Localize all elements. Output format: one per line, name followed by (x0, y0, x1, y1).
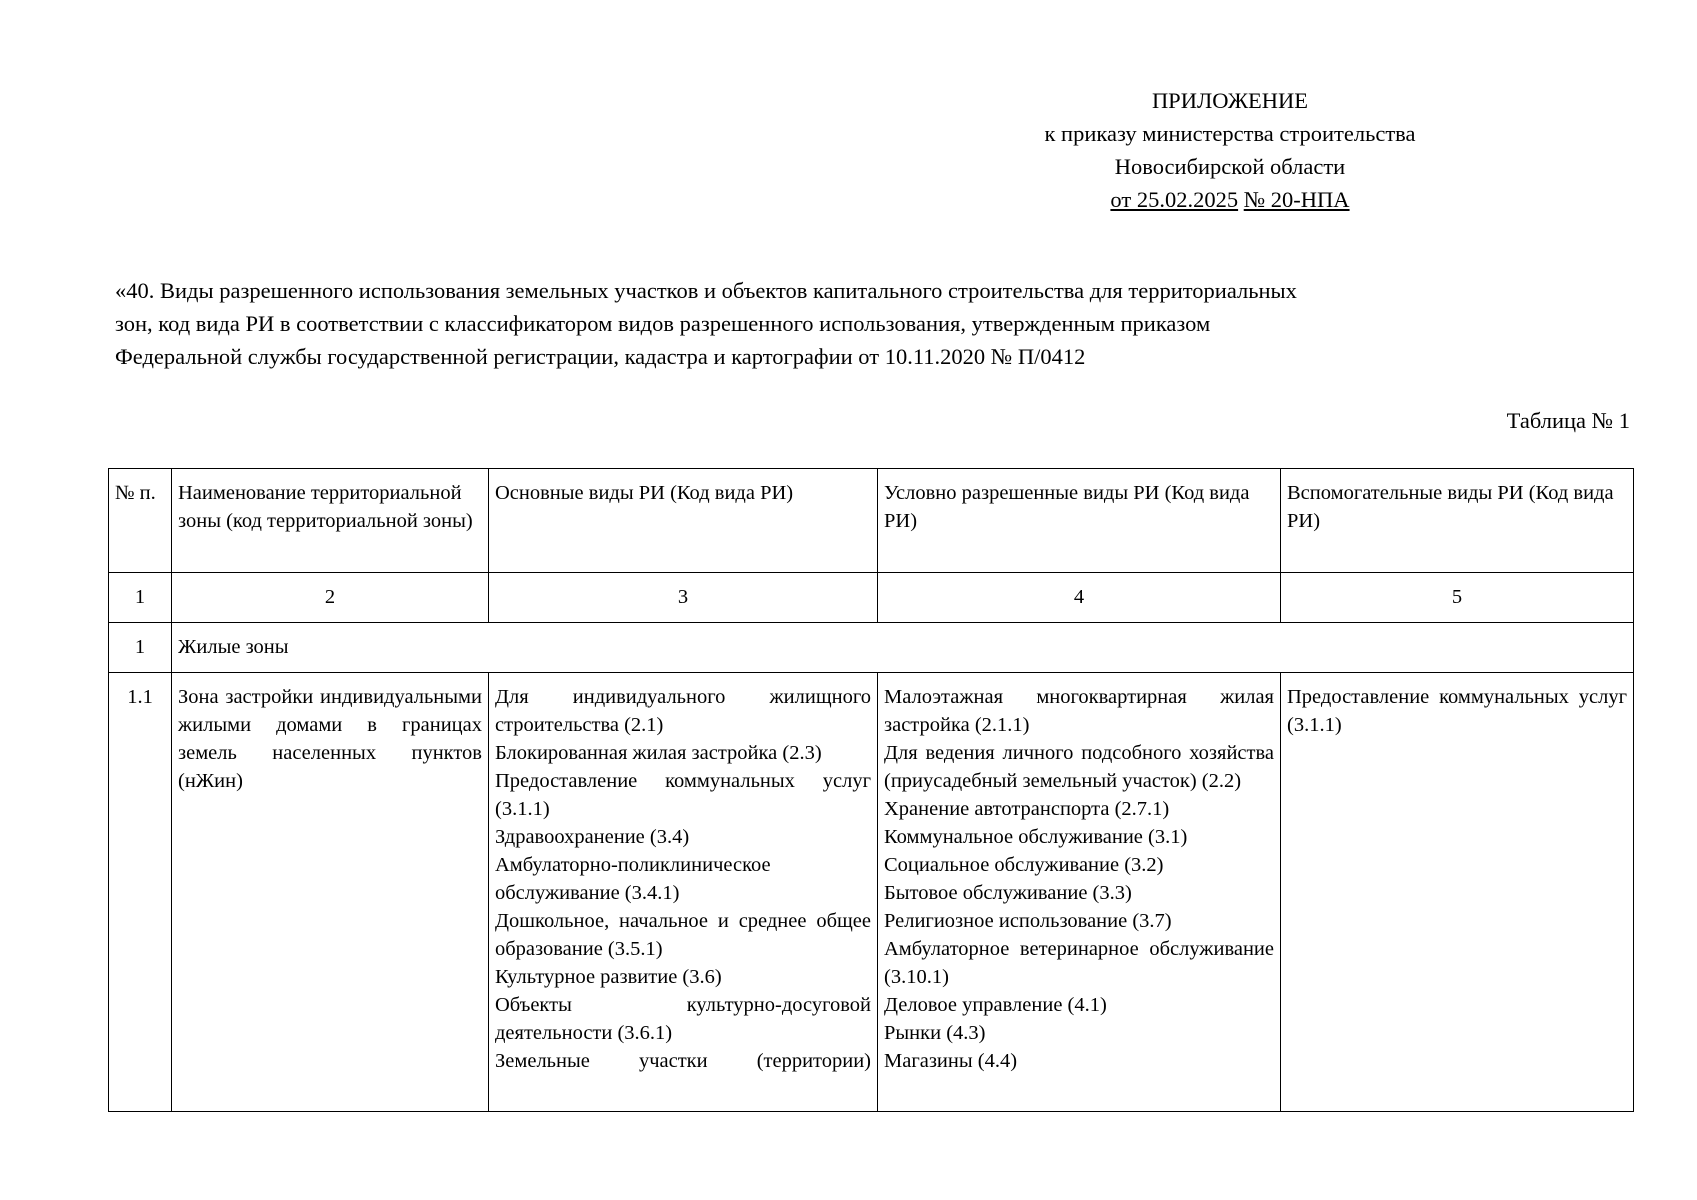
appendix-title: ПРИЛОЖЕНИЕ (1151, 88, 1309, 113)
auxiliary-use-item: Предоставление коммунальных услуг (3.1.1) (1287, 686, 1627, 736)
conditional-use-item: Деловое управление (4.1) (884, 994, 1107, 1016)
header-conditional-uses: Условно разрешенные виды РИ (Код вида РИ) (878, 469, 1281, 573)
appendix-date-number (960, 183, 1500, 216)
column-number: 3 (489, 573, 878, 623)
column-number-row (109, 573, 1634, 623)
partial-word: (территории) (756, 1050, 871, 1072)
intro-paragraph (115, 274, 1615, 373)
partial-word: участки (638, 1050, 708, 1072)
conditional-use-item: Амбулаторное ветеринарное обслуживание (3.10.1) (884, 938, 1274, 988)
conditional-use-item: Хранение автотранспорта (2.7.1) (884, 798, 1170, 820)
conditional-use-item: Религиозное использование (3.7) (884, 910, 1172, 932)
main-use-item: Культурное развитие (3.6) (495, 966, 722, 988)
auxiliary-uses-cell (1281, 673, 1634, 1112)
main-uses-cell (489, 673, 878, 1112)
intro-line-3: Федеральной службы государственной регистрации, кадастра и картографии от 10.11.2020 № П/0412 (115, 344, 1086, 369)
zone-row (109, 673, 1634, 1112)
conditional-uses-cell (878, 673, 1281, 1112)
main-use-item: Для индивидуального жилищного строительства (2.1) (495, 686, 871, 736)
conditional-use-item: Коммунальное обслуживание (3.1) (884, 826, 1188, 848)
table-header-row (109, 469, 1634, 573)
section-num: 1 (109, 623, 172, 673)
section-title: Жилые зоны (172, 623, 1634, 673)
main-use-item: Здравоохранение (3.4) (495, 826, 690, 848)
column-number: 1 (109, 573, 172, 623)
table-caption: Таблица № 1 (1506, 408, 1630, 433)
appendix-line-2: Новосибирской области (1114, 154, 1346, 179)
conditional-use-item: Для ведения личного подсобного хозяйства (приусадебный земельный участок) (2.2) (884, 742, 1274, 792)
conditional-use-item: Социальное обслуживание (3.2) (884, 854, 1164, 876)
conditional-use-item: Рынки (4.3) (884, 1022, 986, 1044)
header-main-uses: Основные виды РИ (Код вида РИ) (489, 469, 878, 573)
conditional-use-item: Бытовое обслуживание (3.3) (884, 882, 1132, 904)
main-use-item: Дошкольное, начальное и среднее общее образование (3.5.1) (495, 910, 871, 960)
appendix-line-1: к приказу министерства строительства (1044, 121, 1416, 146)
zone-name: Зона застройки индивидуальными жилыми домами в границах земель населенных пунктов (нЖин) (172, 673, 489, 1112)
zone-num: 1.1 (109, 673, 172, 1112)
main-use-item: Предоставление коммунальных услуг (3.1.1) (495, 770, 871, 820)
appendix-number: № 20-НПА (1243, 187, 1350, 212)
conditional-use-item: Малоэтажная многоквартирная жилая застройка (2.1.1) (884, 686, 1274, 736)
header-zone-name: Наименование территориальной зоны (код территориальной зоны) (172, 469, 489, 573)
column-number: 4 (878, 573, 1281, 623)
column-number: 2 (172, 573, 489, 623)
column-number: 5 (1281, 573, 1634, 623)
main-use-item: Объекты культурно-досуговой деятельности (3.6.1) (495, 994, 871, 1044)
header-auxiliary-uses: Вспомогательные виды РИ (Код вида РИ) (1281, 469, 1634, 573)
appendix-block (960, 84, 1500, 216)
intro-line-1: «40. Виды разрешенного использования земельных участков и объектов капитального строительства для территориальных (115, 278, 1297, 303)
section-row (109, 623, 1634, 673)
appendix-date: от 25.02.2025 (1110, 187, 1239, 212)
conditional-use-item: Магазины (4.4) (884, 1050, 1018, 1072)
partial-word: Земельные (495, 1050, 590, 1072)
intro-line-2: зон, код вида РИ в соответствии с классификатором видов разрешенного использования, утвержденным приказом (115, 311, 1211, 336)
main-use-item: Амбулаторно-поликлиническое обслуживание (3.4.1) (495, 854, 771, 904)
main-use-item-partial (495, 1047, 871, 1075)
land-use-table (108, 468, 1634, 1112)
main-use-item: Блокированная жилая застройка (2.3) (495, 742, 822, 764)
header-num: № п. (109, 469, 172, 573)
